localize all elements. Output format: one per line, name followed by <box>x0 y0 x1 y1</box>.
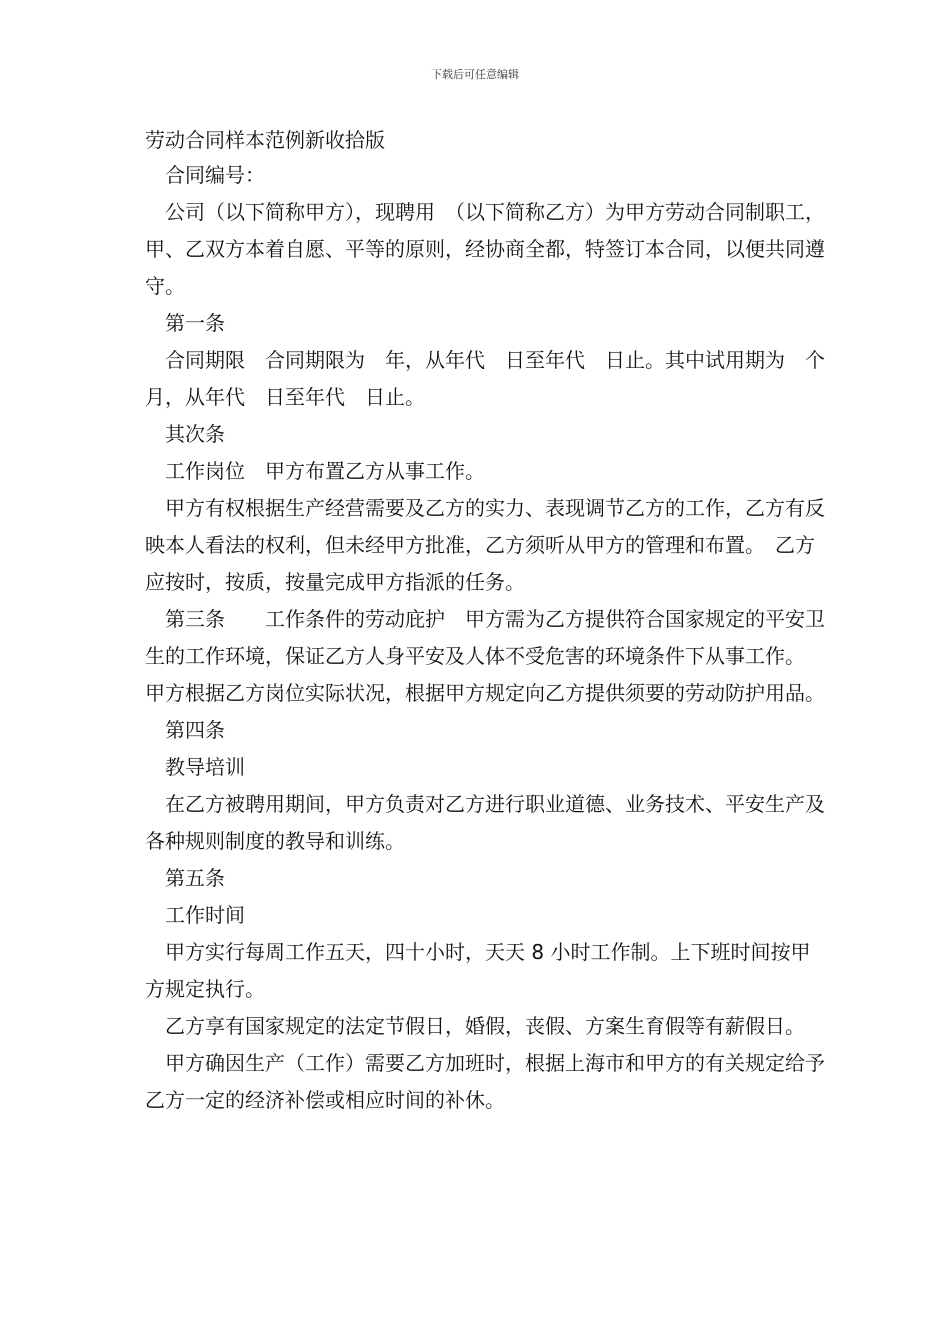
article-3-text: 第三条 工作条件的劳动庇护 甲方需为乙方提供符合国家规定的平安卫生的工作环境，保证乙方人身平安及人体不受危害的环境条件下从事工作。 甲方根据乙方岗位实际状况，根据甲方规定向乙方提供须要的劳动防护用品。 <box>145 607 825 705</box>
article-1-title: 第一条 <box>165 311 225 335</box>
article-4-title: 第四条 <box>165 718 225 742</box>
article-5-title: 第五条 <box>165 866 225 890</box>
article-5-text-3: 甲方确因生产（工作）需要乙方加班时，根据上海市和甲方的有关规定给予乙方一定的经济补偿或相应时间的补休。 <box>145 1051 825 1112</box>
article-2-title: 其次条 <box>165 422 225 446</box>
article-4-subtitle: 教导培训 <box>165 755 245 779</box>
page-header: 下载后可任意编辑 <box>431 68 519 81</box>
article-5-subtitle: 工作时间 <box>165 903 245 927</box>
article-5-text-1: 甲方实行每周工作五天，四十小时，天天 8 小时工作制。上下班时间按甲方规定执行。 <box>145 940 811 1001</box>
intro-paragraph: 公司（以下简称甲方），现聘用 （以下简称乙方）为甲方劳动合同制职工，甲、乙双方本着自愿、平等的原则，经协商全都，特签订本合同，以便共同遵守。 <box>145 200 825 298</box>
document-body <box>145 123 825 1119</box>
document-title: 劳动合同样本范例新收拾版 <box>145 128 385 152</box>
article-2-text: 甲方有权根据生产经营需要及乙方的实力、表现调节乙方的工作，乙方有反映本人看法的权利，但未经甲方批准，乙方须听从甲方的管理和布置。 乙方应按时，按质，按量完成甲方指派的任务。 <box>145 496 825 594</box>
article-5-text-2: 乙方享有国家规定的法定节假日，婚假，丧假、方案生育假等有薪假日。 <box>165 1014 805 1038</box>
article-2-subtitle: 工作岗位 甲方布置乙方从事工作。 <box>165 459 485 483</box>
contract-number-label: 合同编号： <box>165 163 265 187</box>
article-1-text: 合同期限 合同期限为 年，从年代 日至年代 日止。其中试用期为 个月，从年代 日至年代 日止。 <box>145 348 825 409</box>
article-4-text: 在乙方被聘用期间，甲方负责对乙方进行职业道德、业务技术、平安生产及各种规则制度的教导和训练。 <box>145 792 825 853</box>
